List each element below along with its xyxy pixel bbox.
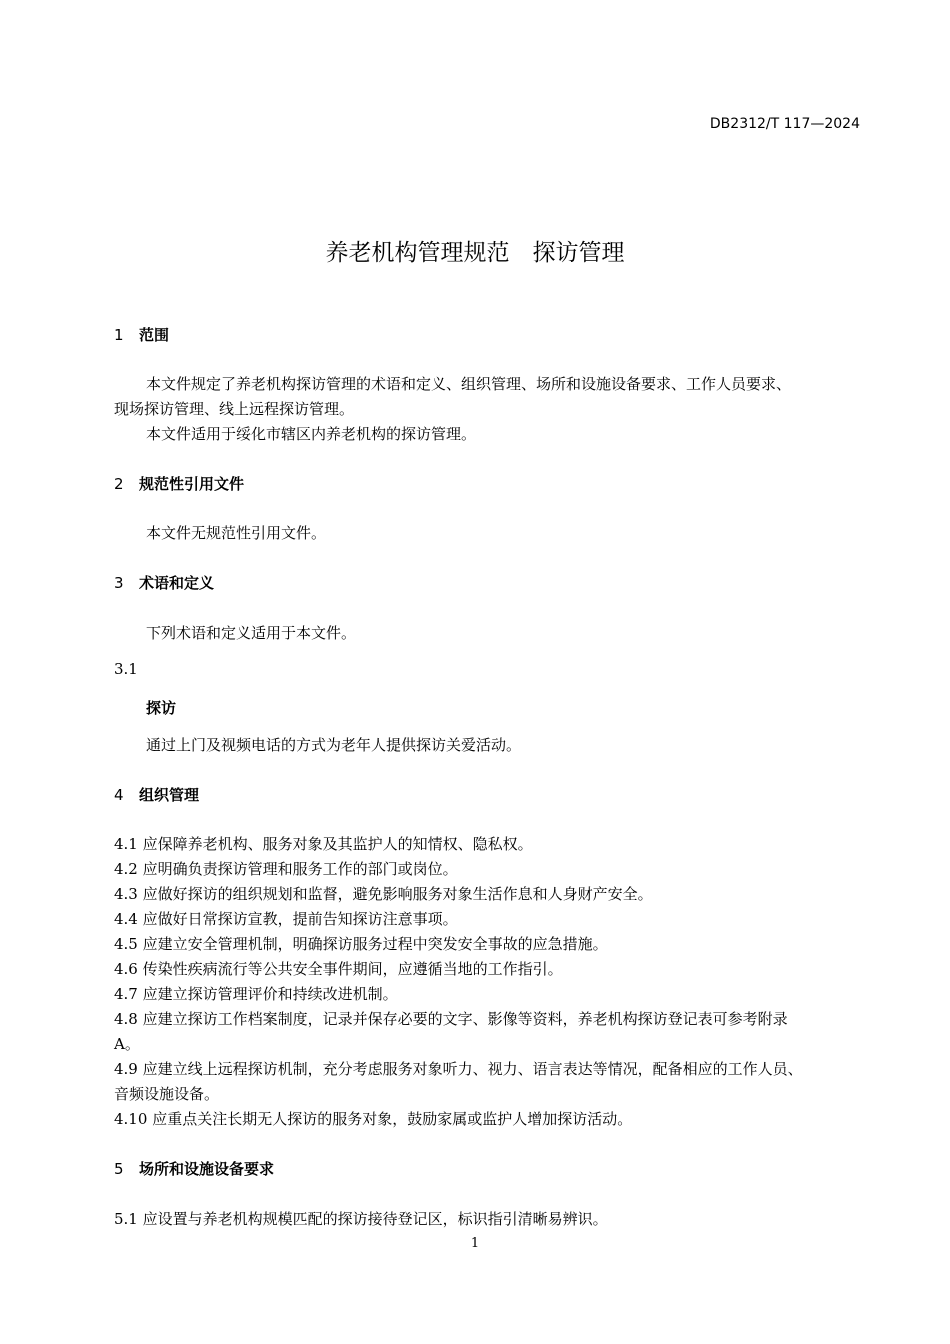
clause-number: 4.8 xyxy=(114,1010,138,1028)
term-definition: 通过上门及视频电话的方式为老年人提供探访关爱活动。 xyxy=(146,736,522,754)
scope-paragraph-line2: 现场探访管理、线上远程探访管理。 xyxy=(114,400,355,418)
section-title: 组织管理 xyxy=(139,786,200,804)
clause-continuation: A。 xyxy=(114,1035,140,1053)
scope-paragraph-line1: 本文件规定了养老机构探访管理的术语和定义、组织管理、场所和设施设备要求、工作人员要求、 xyxy=(146,375,792,393)
term-number: 3.1 xyxy=(114,660,138,678)
scope-paragraph-2: 本文件适用于绥化市辖区内养老机构的探访管理。 xyxy=(146,425,477,443)
clause-item xyxy=(114,933,608,954)
clause-item xyxy=(114,1008,788,1029)
clause-text: 传染性疾病流行等公共安全事件期间，应遵循当地的工作指引。 xyxy=(142,960,563,978)
clause-text: 应重点关注长期无人探访的服务对象，鼓励家属或监护人增加探访活动。 xyxy=(152,1110,633,1128)
clause-item xyxy=(114,1108,632,1129)
section-number: 2 xyxy=(114,475,124,493)
clause-number: 4.5 xyxy=(114,935,138,953)
clause-text: 应设置与养老机构规模匹配的探访接待登记区，标识指引清晰易辨识。 xyxy=(142,1210,608,1228)
clause-text: 应建立探访管理评价和持续改进机制。 xyxy=(142,985,398,1003)
page-number: 1 xyxy=(470,1236,480,1251)
section-heading-references xyxy=(114,473,244,494)
section-title: 规范性引用文件 xyxy=(139,475,245,493)
clause-item xyxy=(114,883,653,904)
clause-number: 4.9 xyxy=(114,1060,138,1078)
clause-item xyxy=(114,958,563,979)
clause-number: 4.10 xyxy=(114,1110,148,1128)
clause-number: 4.1 xyxy=(114,835,138,853)
document-title: 养老机构管理规范 探访管理 xyxy=(325,240,625,266)
section-heading-facilities xyxy=(114,1158,274,1179)
clause-item xyxy=(114,858,458,879)
section-number: 5 xyxy=(114,1160,124,1178)
clause-number: 4.3 xyxy=(114,885,138,903)
section-title: 范围 xyxy=(139,326,170,344)
clause-number: 4.2 xyxy=(114,860,138,878)
clause-text: 应做好探访的组织规划和监督，避免影响服务对象生活作息和人身财产安全。 xyxy=(142,885,653,903)
clause-text: 应建立安全管理机制，明确探访服务过程中突发安全事故的应急措施。 xyxy=(142,935,608,953)
term-name: 探访 xyxy=(146,699,177,717)
clause-item xyxy=(114,983,398,1004)
document-code: DB2312/T 117—2024 xyxy=(709,116,860,132)
clause-text: 应建立探访工作档案制度，记录并保存必要的文字、影像等资料，养老机构探访登记表可参考附录 xyxy=(142,1010,788,1028)
terms-intro-paragraph: 下列术语和定义适用于本文件。 xyxy=(146,624,357,642)
section-heading-scope xyxy=(114,324,169,345)
clause-text: 应保障养老机构、服务对象及其监护人的知情权、隐私权。 xyxy=(142,835,533,853)
clause-continuation: 音频设施设备。 xyxy=(114,1085,220,1103)
clause-text: 应做好日常探访宣教，提前告知探访注意事项。 xyxy=(142,910,458,928)
clause-text: 应明确负责探访管理和服务工作的部门或岗位。 xyxy=(142,860,458,878)
clause-number: 4.6 xyxy=(114,960,138,978)
clause-text: 应建立线上远程探访机制，充分考虑服务对象听力、视力、语言表达等情况，配备相应的工作人员、 xyxy=(142,1060,803,1078)
references-paragraph: 本文件无规范性引用文件。 xyxy=(146,524,327,542)
section-title: 术语和定义 xyxy=(139,574,215,592)
section-heading-terms xyxy=(114,572,214,593)
clause-number: 4.7 xyxy=(114,985,138,1003)
clause-item xyxy=(114,1058,803,1079)
section-number: 1 xyxy=(114,326,124,344)
clause-item xyxy=(114,1208,608,1229)
section-heading-organization xyxy=(114,784,199,805)
clause-item xyxy=(114,833,533,854)
clause-number: 5.1 xyxy=(114,1210,138,1228)
clause-item xyxy=(114,908,458,929)
clause-number: 4.4 xyxy=(114,910,138,928)
section-title: 场所和设施设备要求 xyxy=(139,1160,275,1178)
section-number: 3 xyxy=(114,574,124,592)
section-number: 4 xyxy=(114,786,124,804)
